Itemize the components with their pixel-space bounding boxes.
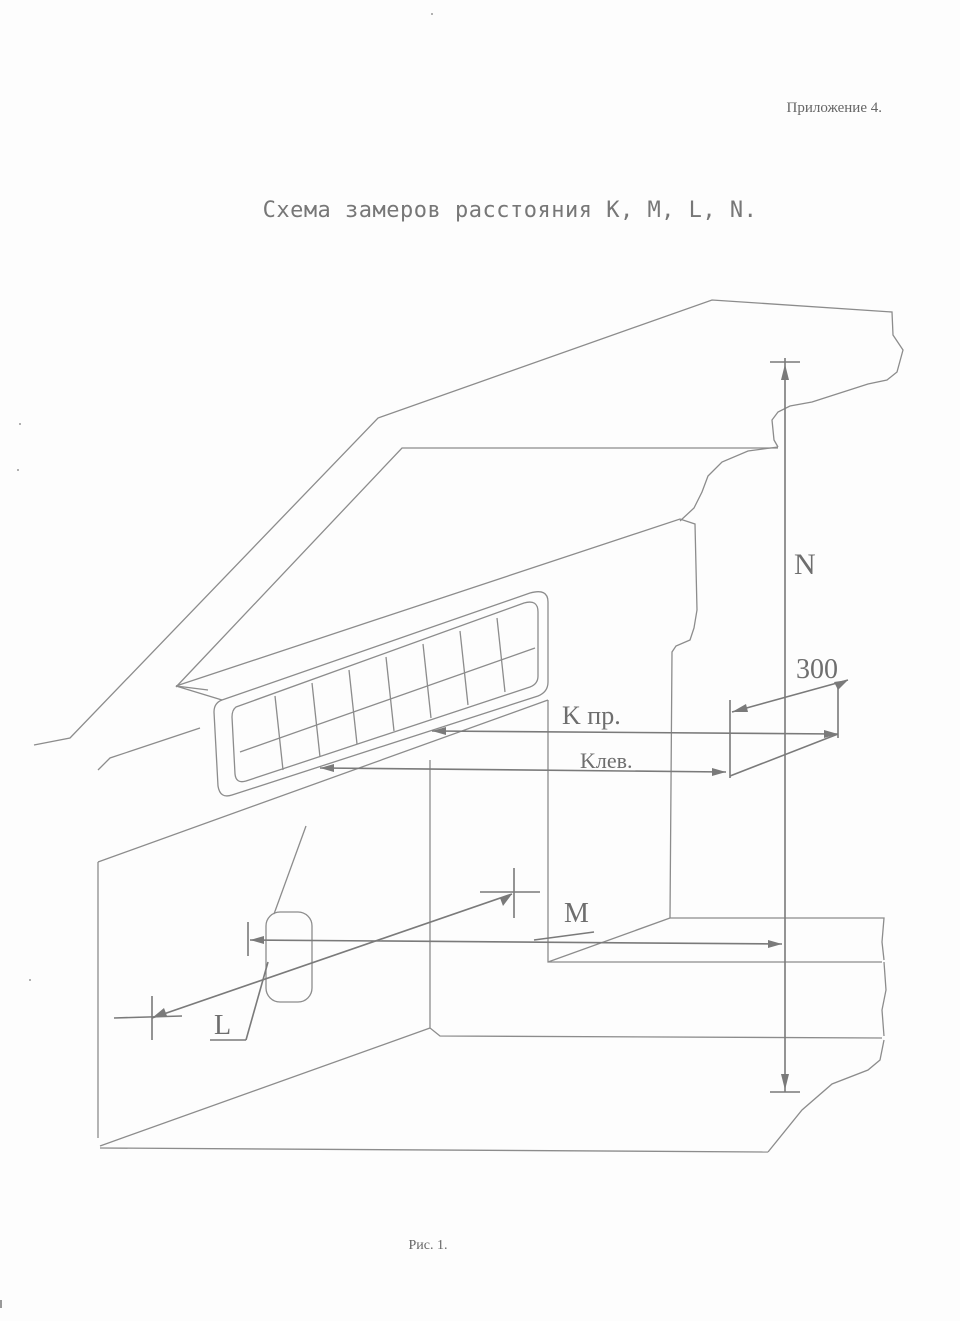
dimension-300 (730, 680, 848, 778)
n-label: N (794, 548, 816, 581)
l-dimension (114, 868, 540, 1040)
appendix-label: Приложение 4. (786, 100, 882, 116)
m-dimension (248, 922, 782, 956)
n-dimension (770, 358, 800, 1092)
k-left-dimension (320, 764, 726, 776)
m-label: M (564, 898, 589, 929)
k-right-dimension (432, 727, 838, 738)
figure-caption: Рис. 1. (408, 1238, 448, 1253)
scan-specks (0, 13, 433, 1308)
k-right-label: K пр. (562, 701, 621, 730)
ventilation-grille (176, 592, 548, 796)
roof-outline (34, 300, 903, 745)
dimension-300-label: 300 (796, 654, 838, 685)
l-label: L (214, 1010, 232, 1041)
cabin-wall (100, 700, 886, 1152)
page-title: Схема замеров расстояния K, M, L, N. (262, 198, 758, 223)
upper-panel (98, 519, 697, 1138)
k-left-label: Kлев. (580, 748, 633, 773)
